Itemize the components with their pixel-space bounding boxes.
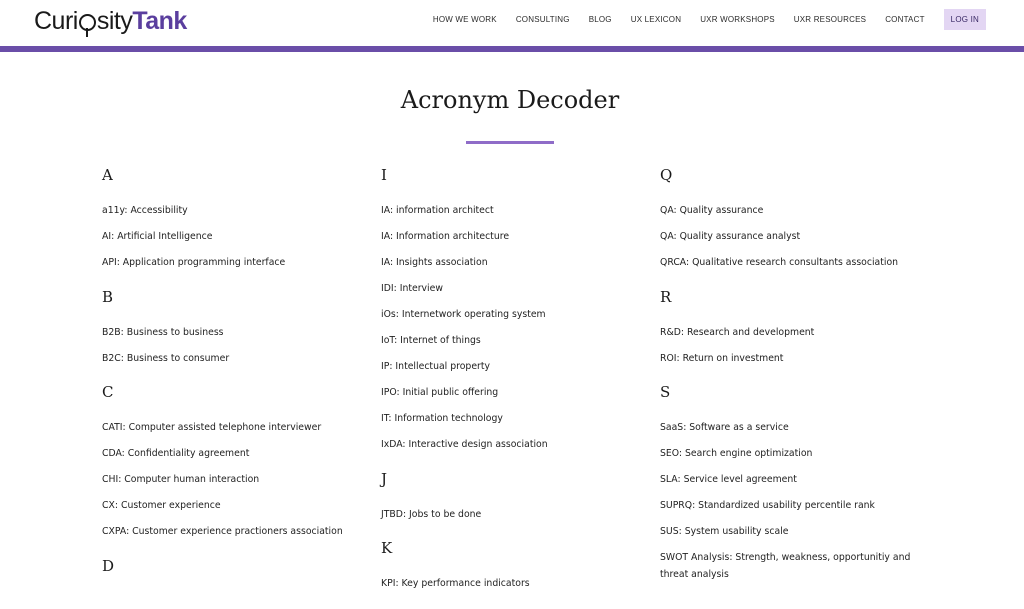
acronym-column-2 (381, 166, 651, 609)
letter-heading: D (102, 556, 115, 575)
magnifier-icon (79, 14, 96, 31)
letter-group (381, 470, 651, 524)
letter-heading: S (660, 383, 671, 401)
acronym-entry: JTBD: Jobs to be done (381, 508, 482, 520)
letter-group (102, 166, 372, 272)
letter-heading: K (381, 539, 393, 557)
letter-group (102, 557, 372, 576)
letter-heading: I (381, 166, 387, 184)
logo-text-part1: Curi (34, 6, 78, 35)
letter-group (660, 383, 922, 583)
acronym-entry: B2C: Business to consumer (102, 352, 230, 364)
nav-uxr-workshops[interactable]: UXR WORKSHOPS (700, 15, 775, 24)
header-accent-bar (0, 46, 1024, 52)
site-header (0, 0, 1024, 46)
acronym-entry: IP: Intellectual property (381, 361, 491, 372)
site-logo[interactable] (34, 4, 187, 38)
login-button[interactable]: LOG IN (944, 9, 986, 30)
acronym-entry: SUPRQ: Standardized usability percentile rank (660, 500, 875, 511)
letter-group (660, 166, 922, 272)
acronym-entry: IA: Information architecture (381, 231, 510, 242)
acronym-entry: SWOT Analysis: Strength, weakness, opportunitiy and threat analysis (660, 552, 911, 580)
nav-consulting[interactable]: CONSULTING (515, 15, 570, 24)
acronym-entry: IDI: Interview (381, 283, 443, 294)
nav-contact[interactable]: CONTACT (885, 15, 925, 24)
acronym-entry: API: Application programming interface (102, 257, 286, 268)
acronym-entry: CDA: Confidentiality agreement (102, 448, 250, 459)
acronym-entry: QA: Quality assurance analyst (660, 231, 801, 242)
acronym-entry: iOs: Internetwork operating system (381, 309, 546, 320)
main-nav (414, 9, 986, 30)
logo-text-part2: sity (96, 6, 133, 35)
acronym-entry: SaaS: Software as a service (660, 422, 789, 433)
acronym-entry: B2B: Business to business (102, 326, 224, 338)
acronym-entry: SUS: System usability scale (660, 526, 789, 537)
nav-uxr-resources[interactable]: UXR RESOURCES (793, 15, 867, 24)
acronym-column-1 (102, 166, 372, 594)
acronym-entry: IT: Information technology (381, 413, 503, 424)
acronym-entry: QRCA: Qualitative research consultants association (660, 257, 899, 268)
acronym-entry: CHI: Computer human interaction (102, 474, 260, 485)
acronym-entry: CX: Customer experience (102, 500, 221, 511)
letter-heading: R (660, 287, 672, 306)
letter-heading: C (102, 383, 114, 401)
letter-group (381, 539, 651, 593)
acronym-entry: SLA: Service level agreement (660, 474, 797, 485)
letter-heading: J (381, 469, 388, 488)
acronym-entry: AI: Artificial Intelligence (102, 231, 213, 242)
acronym-column-3 (660, 166, 922, 599)
letter-heading: A (102, 166, 113, 184)
nav-ux-lexicon[interactable]: UX LEXICON (630, 15, 682, 24)
letter-group (660, 288, 922, 368)
letter-heading: Q (660, 166, 673, 184)
nav-how-we-work[interactable]: HOW WE WORK (432, 15, 497, 24)
acronym-entry: IA: information architect (381, 205, 494, 216)
letter-group (381, 166, 651, 454)
letter-group (102, 383, 372, 541)
acronym-entry: IPO: Initial public offering (381, 387, 499, 398)
acronym-entry: R&D: Research and development (660, 326, 815, 338)
acronym-entry: IA: Insights association (381, 257, 488, 268)
acronym-entry: SEO: Search engine optimization (660, 448, 813, 459)
acronym-entry: KPI: Key performance indicators (381, 578, 530, 589)
title-underline (466, 141, 554, 144)
acronym-entry: IxDA: Interactive design association (381, 439, 548, 450)
acronym-entry: CATI: Computer assisted telephone interviewer (102, 422, 322, 433)
acronym-entry: ROI: Return on investment (660, 352, 784, 364)
nav-blog[interactable]: BLOG (588, 15, 612, 24)
letter-group (102, 288, 372, 368)
acronym-entry: IoT: Internet of things (381, 335, 481, 346)
letter-heading: B (102, 287, 114, 306)
logo-text-part3: Tank (132, 6, 187, 35)
acronym-entry: a11y: Accessibility (102, 205, 188, 216)
acronym-entry: CXPA: Customer experience practioners association (102, 526, 343, 537)
page-title: Acronym Decoder (400, 86, 620, 114)
acronym-entry: QA: Quality assurance (660, 205, 764, 216)
